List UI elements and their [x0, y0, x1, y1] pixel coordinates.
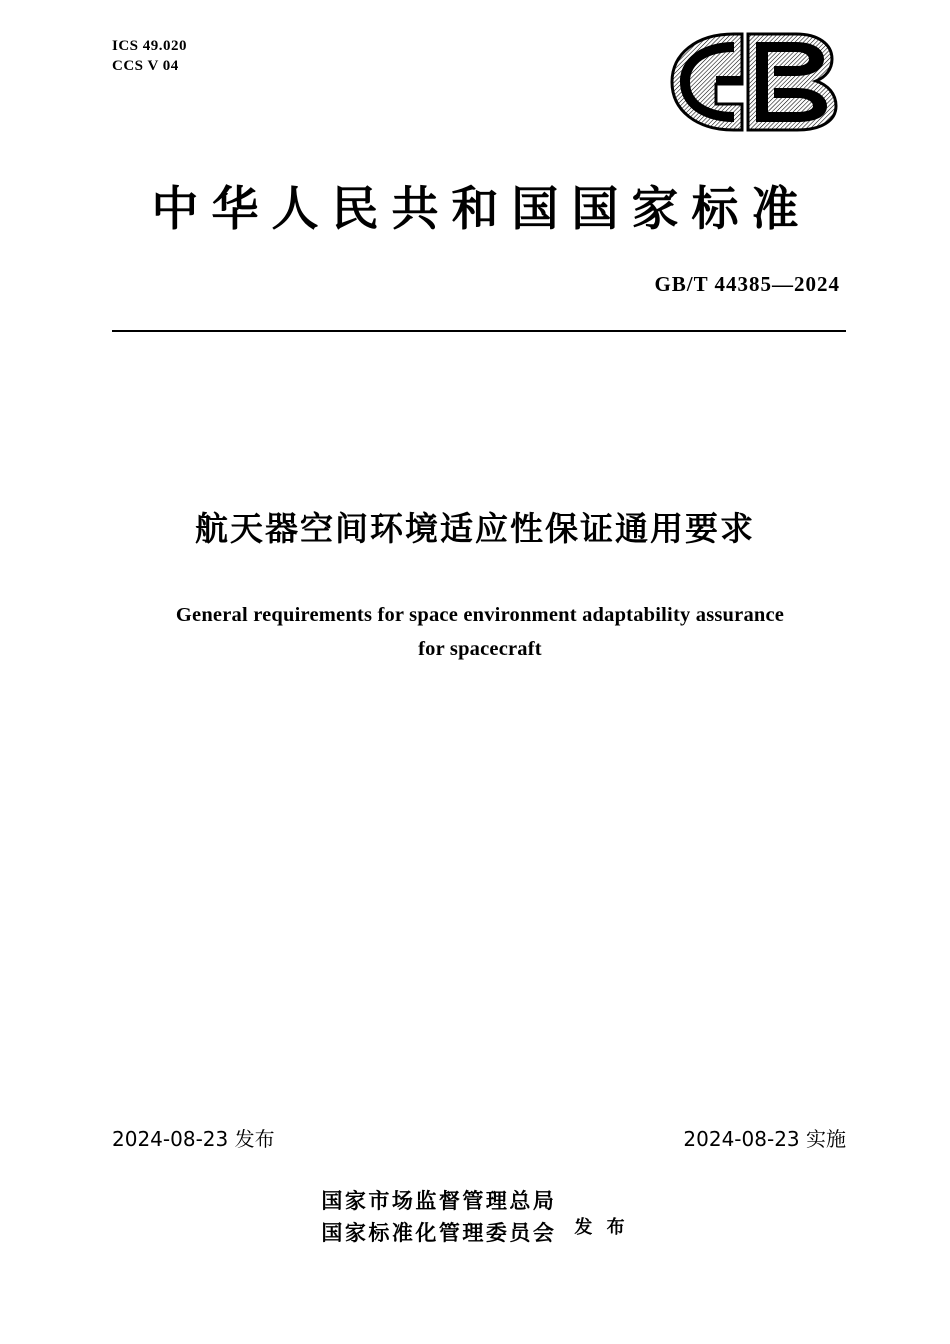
- ccs-code: CCS V 04: [112, 58, 179, 74]
- issue-date: 2024-08-23 发布: [112, 1127, 275, 1151]
- issuer-line-2: 国家标准化管理委员会: [321, 1220, 557, 1245]
- document-title-chinese: 航天器空间环境适应性保证通用要求: [195, 509, 755, 548]
- document-title-english-line1: General requirements for space environment adaptability assurance: [175, 604, 785, 626]
- issuer-block: [0, 1185, 950, 1249]
- ics-ccs-block: [112, 36, 187, 76]
- ics-code: ICS 49.020: [112, 38, 188, 54]
- issuer-names: [321, 1185, 556, 1249]
- gb-logo-icon: [656, 28, 846, 136]
- national-standard-title: 中华人民共和国国家标准: [151, 182, 812, 237]
- issuer-verb: 发 布: [574, 1217, 629, 1238]
- date-row: [112, 1123, 846, 1152]
- standard-number: GB/T 44385—2024: [654, 272, 840, 296]
- issuer-line-1: 国家市场监督管理总局: [321, 1188, 557, 1213]
- document-title-english-line2: for spacecraft: [418, 638, 542, 660]
- document-title-english: [170, 598, 790, 666]
- header-divider: [112, 330, 846, 332]
- effective-date: 2024-08-23 实施: [683, 1127, 846, 1151]
